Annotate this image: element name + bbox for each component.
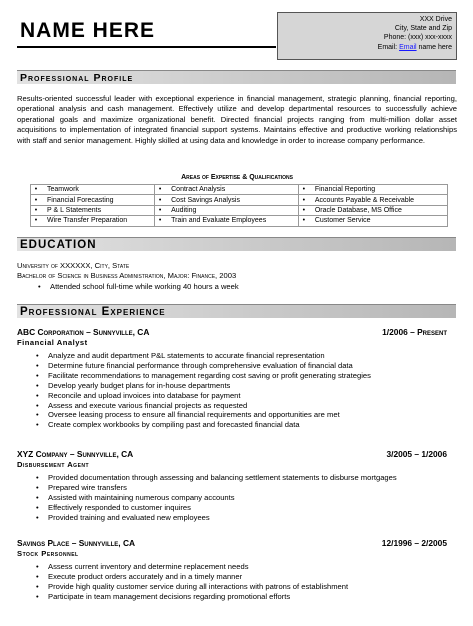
list-item: • Assess current inventory and determine replacement needs (36, 562, 348, 572)
job-dates: 12/1996 – 2/2005 (381, 538, 447, 548)
areas-row: • Financial Forecasting • Cost Savings Analysis • Accounts Payable & Receivable (31, 195, 448, 205)
areas-row: • Wire Transfer Preparation • Train and Evaluate Employees • Customer Service (31, 216, 448, 226)
job-bullets (36, 351, 371, 430)
area-item: Contract Analysis (165, 185, 298, 195)
name-underline (17, 46, 276, 48)
list-item: • Develop yearly budget plans for in-house departments (36, 381, 371, 391)
section-title-education: EDUCATION (20, 239, 97, 251)
job-company: ABC Corporation – Sunnyville, CA (17, 327, 150, 337)
area-item: Cost Savings Analysis (165, 195, 298, 205)
areas-of-expertise-table (30, 184, 448, 227)
job-bullets (36, 473, 397, 523)
education-school: University of XXXXXX, City, State (17, 261, 130, 270)
list-item: • Prepared wire transfers (36, 483, 397, 493)
candidate-name: NAME HERE (20, 19, 156, 42)
list-item: • Provided training and evaluated new employees (36, 513, 397, 523)
contact-address: XXX Drive (419, 16, 452, 23)
list-item: • Reconcile and upload invoices into database for payment (36, 391, 371, 401)
list-item: • Create complex workbooks by compiling past and forecasted financial data (36, 420, 371, 430)
job-company: Savings Place – Sunnyville, CA (17, 538, 136, 548)
job-header (17, 327, 457, 338)
job-title: Financial Analyst (17, 338, 88, 347)
list-item: • Effectively responded to customer inquires (36, 503, 397, 513)
job-company: XYZ Company – Sunnyville, CA (17, 449, 134, 459)
list-item: • Determine future financial performance through comprehensive evaluation of financial data (36, 361, 371, 371)
list-item: • Participate in team management decisions regarding promotional efforts (36, 592, 348, 602)
list-item: • Analyze and audit department P&L statements to accurate financial representation (36, 351, 371, 361)
list-item: • Execute product orders accurately and in a timely manner (36, 572, 348, 582)
job-bullets (36, 562, 348, 602)
list-item: • Oversee leasing process to ensure all financial requirements and opportunities are met (36, 410, 371, 420)
section-heading-experience (17, 304, 456, 318)
list-item: • Provide high quality customer service during all interactions with patrons of establishment (36, 582, 348, 592)
areas-row: • Teamwork • Contract Analysis • Financial Reporting (31, 185, 448, 195)
area-item: Wire Transfer Preparation (41, 216, 155, 226)
profile-summary: Results-oriented successful leader with exceptional experience in financial management, strategic planning, financial reporting, operational analysis and cash management. Effectively utilize and develop departmental resources to successfully achieve operational goals and maximize organizational benefit. Directed financial projects ranging from multi-million dollar asset acquisitions to implementation of integrated financial support systems. Maintains effective and productive working relationships with staff and senior management. Highly skilled at using data and knowledge in order to increase company performance. (17, 94, 457, 145)
job-title: Stock Personnel (17, 549, 79, 558)
job-dates: 3/2005 – 1/2006 (386, 449, 447, 459)
area-item: Financial Reporting (309, 185, 448, 195)
section-title-profile: Professional Profile (20, 72, 134, 84)
email-suffix: name here (416, 43, 452, 51)
education-bullets (38, 282, 239, 292)
contact-phone: Phone: (xxx) xxx-xxxx (383, 34, 452, 42)
contact-box (277, 12, 457, 60)
area-item: P & L Statements (41, 205, 155, 215)
email-prefix: Email: (377, 43, 400, 51)
job-dates: 1/2006 – Present (382, 327, 447, 337)
email-link[interactable]: Email (399, 43, 417, 51)
list-item: • Attended school full-time while working 40 hours a week (38, 282, 239, 292)
job-header (17, 449, 457, 460)
section-heading-education (17, 237, 456, 251)
area-item: Train and Evaluate Employees (165, 216, 298, 226)
areas-row: • P & L Statements • Auditing • Oracle Database, MS Office (31, 205, 448, 215)
job-title: Disbursement Agent (17, 460, 90, 469)
areas-of-expertise-title: Areas of Expertise & Qualifications (181, 174, 293, 181)
list-item: • Assess and execute various financial projects as requested (36, 401, 371, 411)
area-item: Oracle Database, MS Office (309, 205, 448, 215)
education-degree: Bachelor of Science in Business Administration, Major: Finance, 2003 (17, 271, 237, 280)
area-item: Customer Service (309, 216, 448, 226)
area-item: Financial Forecasting (41, 195, 155, 205)
area-item: Accounts Payable & Receivable (309, 195, 448, 205)
job-header (17, 538, 457, 549)
list-item: • Facilitate recommendations to management regarding cost saving or profit generating strategies (36, 371, 371, 381)
section-heading-profile (17, 70, 456, 84)
contact-city: City, State and Zip (394, 25, 452, 33)
contact-email (278, 43, 452, 52)
area-item: Auditing (165, 205, 298, 215)
list-item: • Assisted with maintaining numerous company accounts (36, 493, 397, 503)
section-title-experience: Professional Experience (20, 306, 166, 318)
list-item: • Provided documentation through assessing and balancing settlement statements to disburse mortgages (36, 473, 397, 483)
area-item: Teamwork (41, 185, 155, 195)
